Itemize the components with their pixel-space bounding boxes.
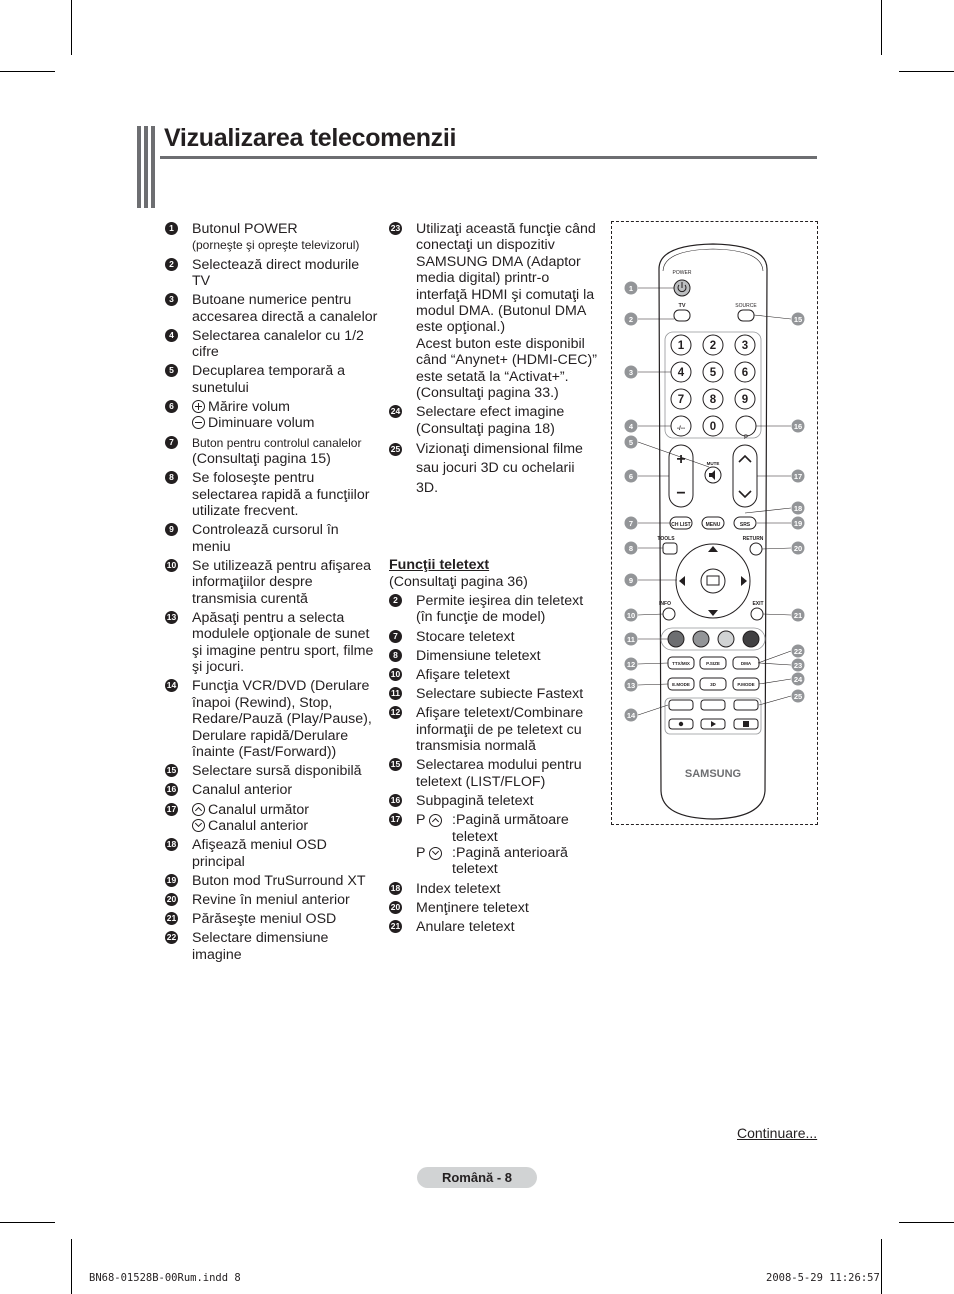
callout-number-label: 23	[793, 661, 803, 670]
list-item: 3 Butoane numerice pentru accesarea directă a canalelor	[165, 292, 380, 325]
list-item: 18 Afişează meniul OSD principal	[166, 837, 327, 870]
chevron-down-icon	[192, 819, 205, 832]
volume-up-icon: +	[676, 451, 686, 468]
list-item: 18 Index teletext	[390, 880, 501, 897]
tools-button	[663, 543, 677, 554]
chevron-down-icon	[429, 847, 442, 860]
plus-icon	[192, 400, 205, 413]
list-item: 10 Se utilizează pentru afişarea informaţiilor despre transmisia curentă	[166, 557, 372, 607]
return-label: RETURN	[742, 536, 764, 542]
tv-button	[674, 310, 690, 321]
digit-label: 7	[677, 394, 685, 406]
item-number: 11	[391, 688, 400, 699]
digit-label: 8	[709, 394, 717, 406]
callout-number-label: 7	[628, 519, 634, 528]
item-number: 5	[165, 364, 178, 377]
exit-label: EXIT	[752, 601, 764, 607]
item-number: 6	[165, 400, 178, 413]
list-item: 22 Selectare dimensiune imagine	[166, 930, 329, 963]
item-number: 7	[165, 436, 178, 449]
callout-number-label: 21	[793, 611, 803, 620]
callout-number-label: 12	[626, 660, 636, 669]
teletext-reference: (Consultaţi pagina 36)	[389, 573, 528, 590]
list-item: 16 Subpagină teletext	[390, 793, 534, 810]
list-item: 23 Utilizaţi această funcţie când conectaţi un dispozitiv SAMSUNG DMA (Adaptor media digital) printr-o interfaţă HDMI şi comutaţi la modul DMA. (Butonul DMA este opţional.) Acest buton este disponibil când “Anynet+ (HDMI-CEC)” este setată la “Activat+”. (Consultaţi pagina 33.)	[390, 221, 597, 402]
list-item: 17 Canalul următor Canalul anterior	[166, 801, 309, 834]
item-number: 1	[165, 222, 178, 235]
list-item: 24 Selectare efect imagine (Consultaţi pagina 18)	[390, 404, 565, 437]
source-label: SOURCE	[735, 303, 757, 309]
callout-number-label: 17	[793, 472, 803, 481]
menu-label: MENU	[705, 522, 721, 528]
list-item: 11 Selectare subiecte Fastext	[391, 686, 584, 703]
psize-label: P.SIZE	[706, 661, 720, 666]
digit-label: 9	[741, 394, 749, 406]
item-number: 2	[165, 258, 178, 271]
item-number: 17	[166, 803, 177, 814]
print-slug-date: 2008-5-29 11:26:57	[766, 1272, 880, 1284]
color-key-button	[743, 631, 759, 647]
digit-label: 5	[709, 367, 717, 379]
info-button	[663, 608, 675, 620]
dma-label: DMA	[740, 661, 752, 666]
page-title: Vizualizarea telecomenzii	[164, 124, 457, 152]
source-button	[738, 310, 754, 321]
item-number: 20	[166, 893, 177, 904]
callout-number-label: 2	[628, 315, 634, 324]
item-number: 9	[165, 523, 178, 536]
ttx-label: TTX/MIX	[672, 661, 690, 666]
print-slug-file: BN68-01528B-00Rum.indd 8	[89, 1272, 241, 1284]
callout-number-label: 10	[626, 611, 636, 620]
item-number: 19	[166, 874, 177, 885]
item-number: 3	[165, 293, 178, 306]
digit-label: 0	[709, 421, 717, 433]
teletext-heading: Funcţii teletext	[389, 557, 490, 574]
list-item: 25 Vizionaţi dimensional filme sau jocuri 3D cu ochelarii 3D.	[390, 440, 583, 496]
item-number: 2	[389, 594, 402, 607]
remote-control-illustration	[612, 222, 817, 824]
srs-label: SRS	[739, 522, 751, 528]
callout-number-label: 6	[628, 472, 634, 481]
callout-number-label: 11	[627, 635, 635, 644]
p-label: P	[743, 435, 749, 441]
list-item: 7 Stocare teletext	[389, 629, 599, 645]
pause-button	[701, 700, 725, 710]
list-item: 2 Selectează direct modurile TV	[165, 257, 380, 290]
list-item: 20 Menţinere teletext	[390, 899, 529, 916]
record-icon	[679, 722, 683, 726]
digit-label: 6	[741, 367, 749, 379]
chlist-label: CH LIST	[671, 522, 691, 528]
item-number: 20	[390, 901, 401, 912]
samsung-logo: SAMSUNG	[684, 768, 742, 780]
list-item: 20 Revine în meniul anterior	[166, 891, 350, 908]
list-item: 5 Decuplarea temporară a sunetului	[165, 363, 380, 396]
item-number: 16	[166, 784, 177, 795]
list-item: 6 Mărire volum Diminuare volum	[165, 399, 380, 432]
callout-leader	[638, 614, 663, 615]
item-number: 14	[166, 680, 177, 691]
emode-label: E.MODE	[672, 682, 690, 687]
callout-number-label: 13	[626, 681, 636, 690]
crop-mark	[71, 0, 72, 55]
page-number-badge: Română - 8	[417, 1167, 537, 1188]
callout-number-label: 4	[628, 422, 634, 431]
list-item: 4 Selectarea canalelor cu 1/2 cifre	[165, 328, 380, 361]
item-number: 12	[390, 707, 401, 718]
color-key-button	[668, 631, 684, 647]
forward-button	[734, 700, 758, 710]
color-key-button	[693, 631, 709, 647]
callout-number-label: 19	[793, 519, 803, 528]
list-item: 2 Permite ieşirea din teletext (în funcţie de model)	[389, 593, 599, 626]
return-button	[750, 543, 762, 555]
crop-mark	[899, 1222, 954, 1223]
item-number: 25	[390, 443, 401, 454]
digit-label: 2	[709, 340, 717, 352]
pmode-label: P.MODE	[737, 682, 755, 687]
callout-number-label: 25	[793, 692, 803, 701]
item-number: 21	[390, 921, 401, 932]
mute-label: MUTE	[706, 461, 720, 466]
crop-mark	[71, 1239, 72, 1294]
color-key-button	[718, 631, 734, 647]
list-item: 16 Canalul anterior	[166, 782, 293, 799]
title-decoration	[137, 126, 155, 208]
list-item: 21 Părăseşte meniul OSD	[166, 911, 337, 928]
middle-column	[389, 221, 599, 938]
callout-number-label: 8	[628, 544, 634, 553]
title-rule	[160, 156, 817, 159]
callout-leader	[763, 614, 791, 615]
rewind-button	[669, 700, 693, 710]
dpad-center	[701, 569, 725, 593]
power-label: POWER	[672, 270, 692, 276]
list-item: 17 P :Pagină următoare teletext P :Pagină anterioară teletext	[390, 812, 569, 878]
list-item: 12 Afişare teletext/Combinare informaţii de pe teletext cu transmisia normală	[390, 705, 584, 755]
list-item: 14 Funcţia VCR/DVD (Derulare înapoi (Rewind), Stop, Redare/Pauză (Play/Pause), Derulare rapidă/Derulare înainte (Fast/Forward))	[166, 678, 372, 760]
callout-number-label: 20	[793, 544, 803, 553]
crop-mark	[899, 71, 954, 72]
list-item: 15 Selectarea modului pentru teletext (LIST/FLOF)	[390, 757, 582, 790]
callout-number-label: 16	[793, 422, 803, 431]
item-number: 16	[390, 795, 401, 806]
list-item: 13 Apăsaţi pentru a selecta modulele opţionale de sunet şi imagine pentru sport, filme şi jocuri.	[166, 609, 374, 676]
item-number: 23	[390, 223, 401, 233]
threed-label: 3D	[710, 682, 716, 687]
list-item: 8 Se foloseşte pentru selectarea rapidă a funcţiilor utilizate frecvent.	[165, 470, 380, 519]
crop-mark	[0, 1222, 55, 1223]
item-number: 15	[166, 765, 177, 776]
digit-label: 4	[677, 367, 685, 379]
item-number: 17	[390, 814, 401, 825]
item-number: 22	[166, 932, 177, 943]
crop-mark	[881, 0, 882, 55]
digit-label: 3	[741, 340, 749, 352]
list-item: 19 Buton mod TruSurround XT	[166, 872, 366, 889]
item-number: 7	[389, 630, 402, 643]
list-item: 8 Dimensiune teletext	[389, 648, 599, 664]
chevron-up-icon	[192, 803, 205, 816]
item-number: 8	[389, 649, 402, 662]
volume-down-icon: −	[676, 485, 686, 502]
tv-label: TV	[678, 303, 686, 309]
list-item: 15 Selectare sursă disponibilă	[166, 763, 362, 780]
list-item: 21 Anulare teletext	[390, 919, 515, 936]
list-item: 1 Butonul POWER (porneşte şi opreşte televizorul)	[165, 221, 380, 254]
digit-label: -/--	[676, 425, 686, 432]
exit-button	[751, 608, 763, 620]
item-number: 18	[166, 839, 177, 850]
item-number: 10	[390, 669, 401, 679]
tools-label: TOOLS	[657, 536, 675, 542]
left-column	[165, 221, 380, 966]
chevron-up-icon	[429, 814, 442, 827]
list-item: 9 Controlează cursorul în meniu	[165, 522, 380, 555]
callout-number-label: 24	[793, 675, 803, 684]
callout-number-label: 3	[628, 368, 634, 377]
item-number: 21	[166, 913, 177, 924]
callout-number-label: 14	[626, 711, 636, 720]
list-item: 7 Buton pentru controlul canalelor (Consultaţi pagina 15)	[165, 435, 380, 468]
item-number: 15	[390, 759, 401, 770]
callout-number-label: 15	[793, 315, 803, 324]
item-number: 4	[165, 329, 178, 342]
callout-number-label: 1	[628, 284, 634, 293]
item-number: 10	[166, 559, 177, 570]
callout-number-label: 18	[793, 504, 803, 513]
pre-ch-button	[736, 416, 756, 436]
minus-icon	[192, 416, 205, 429]
item-number: 24	[390, 406, 401, 417]
stop-icon	[743, 721, 749, 727]
remote-body	[659, 244, 767, 819]
continue-note: Continuare...	[737, 1125, 818, 1141]
item-number: 13	[166, 611, 177, 622]
callout-number-label: 22	[793, 647, 803, 656]
digit-label: 1	[677, 340, 685, 352]
item-number: 18	[390, 882, 401, 893]
crop-mark	[881, 1239, 882, 1294]
crop-mark	[0, 71, 55, 72]
list-item: 10 Afişare teletext	[390, 667, 510, 683]
callout-number-label: 9	[628, 576, 634, 585]
item-number: 8	[165, 471, 178, 484]
remote-illustration-frame	[611, 221, 818, 825]
callout-number-label: 5	[628, 438, 634, 447]
info-label: INFO	[659, 601, 671, 607]
